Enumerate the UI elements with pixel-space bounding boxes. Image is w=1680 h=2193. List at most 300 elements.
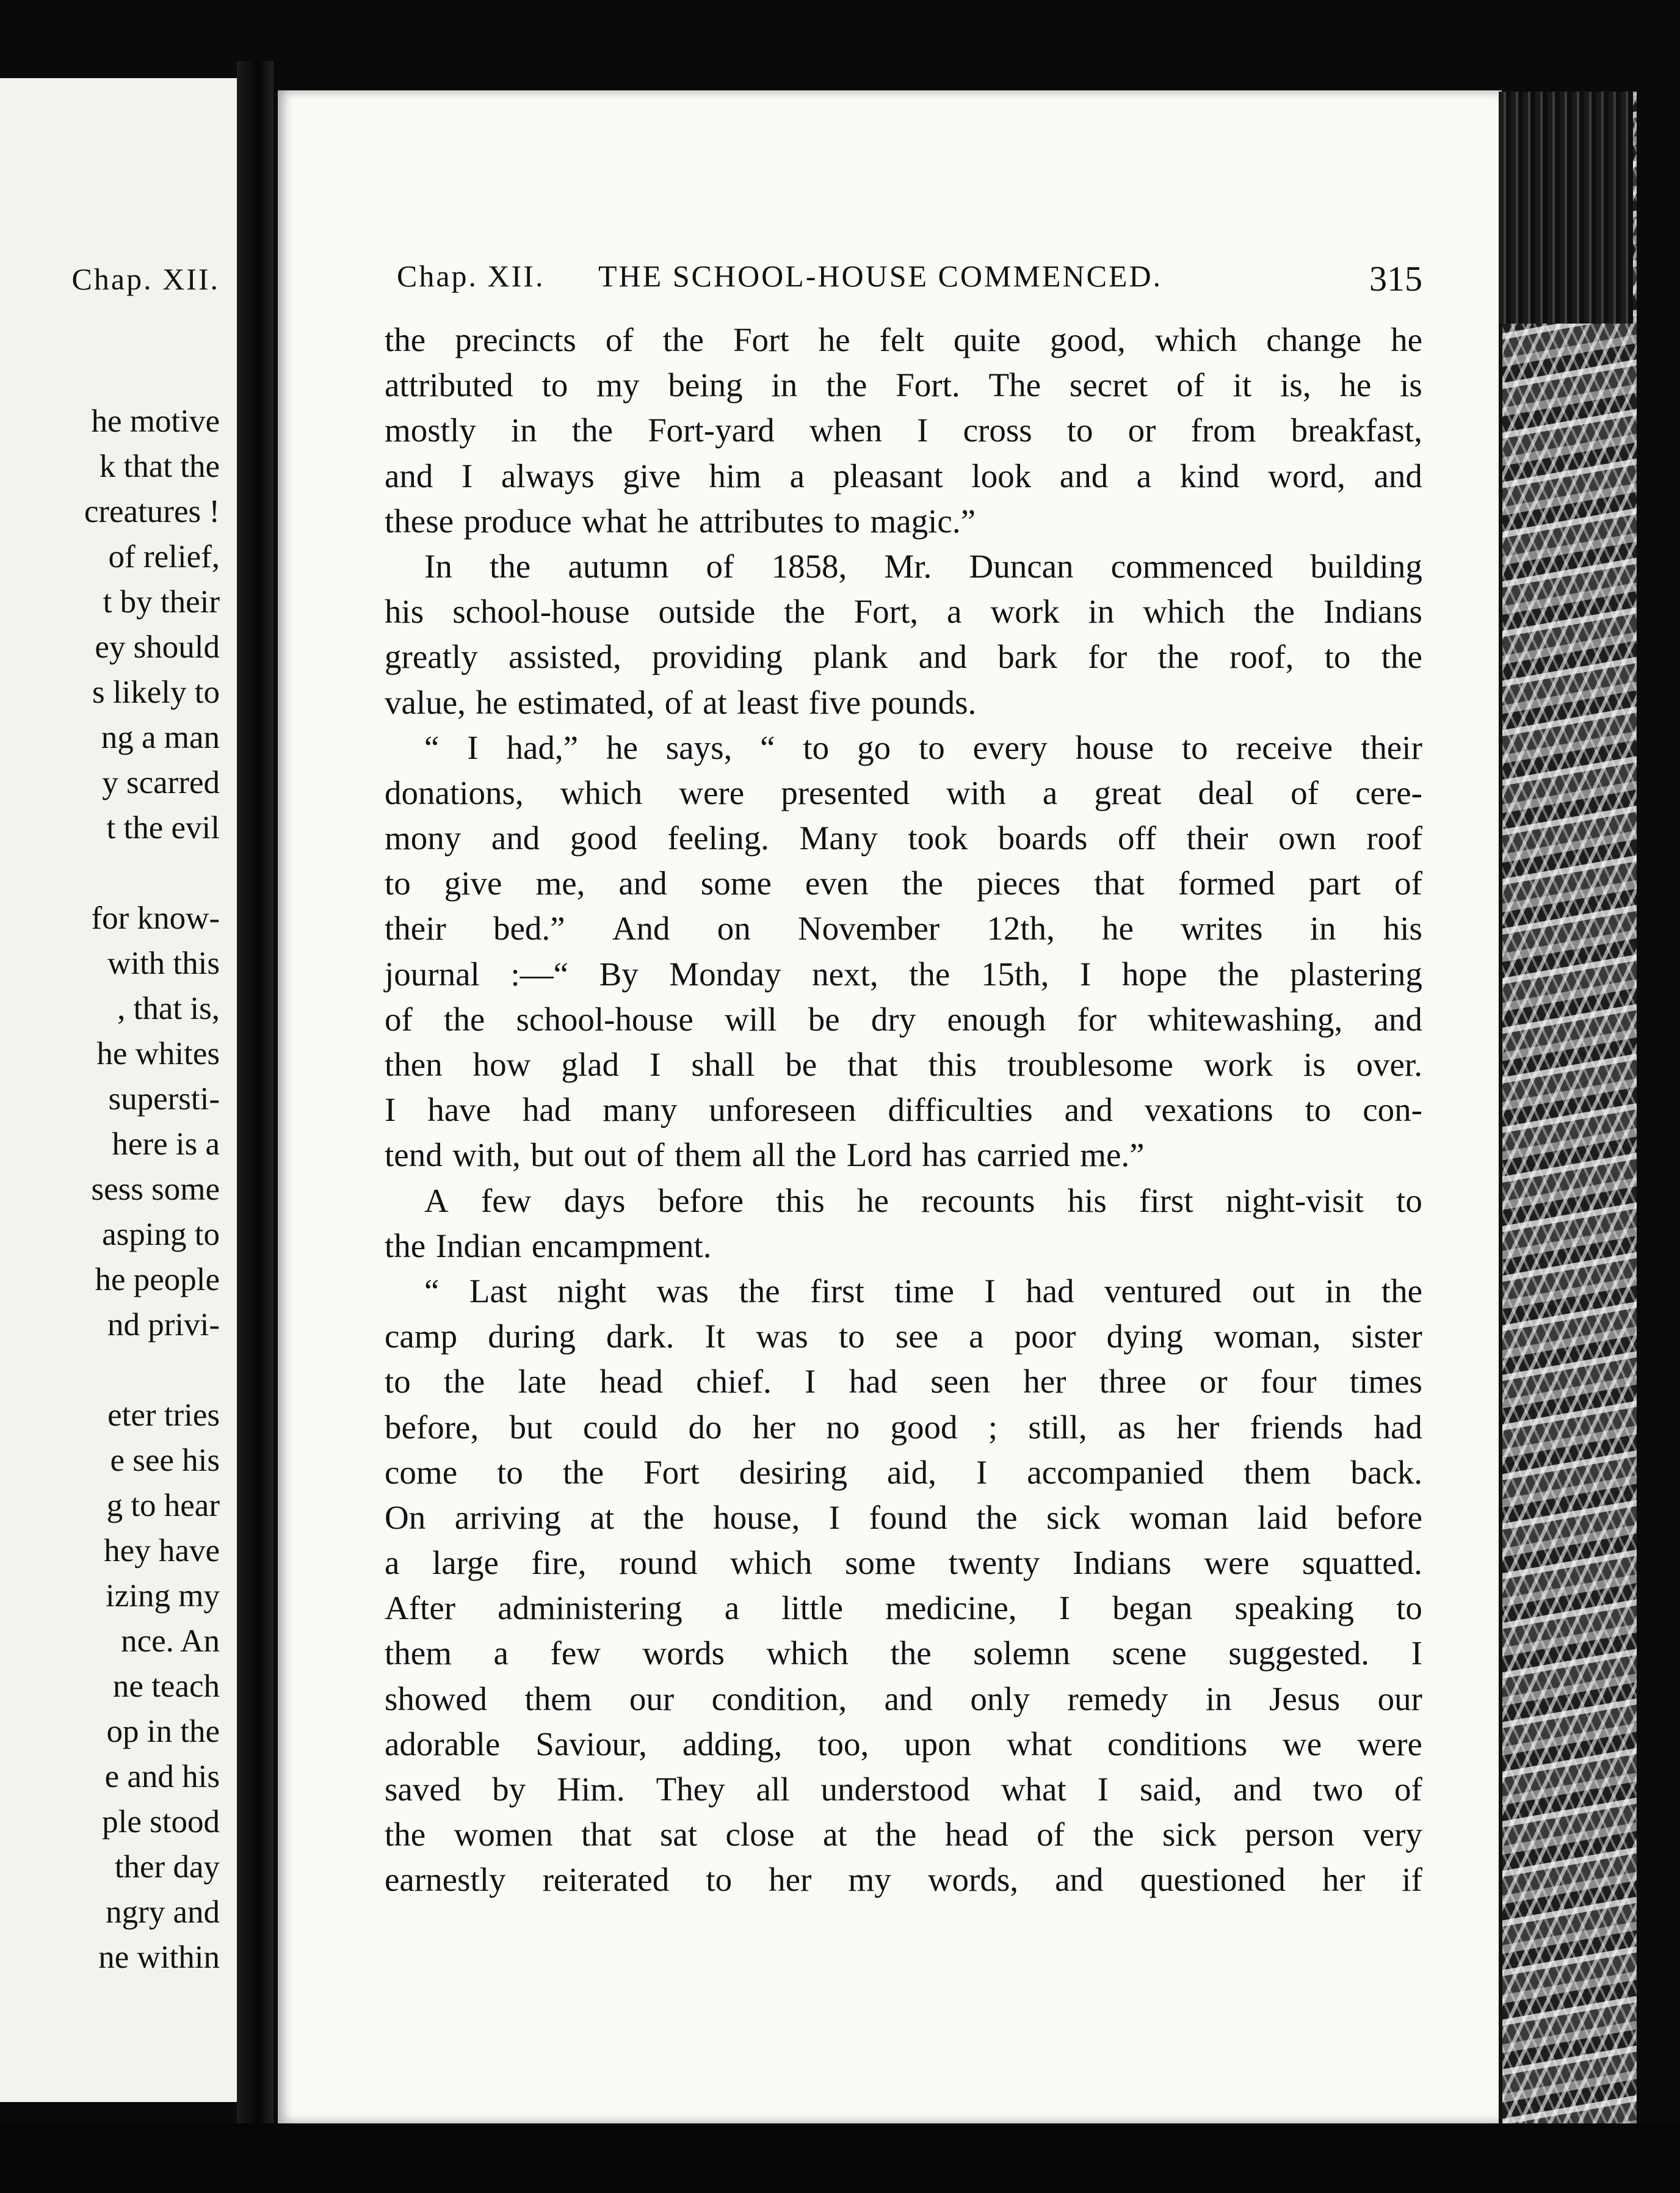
- word: a: [1136, 457, 1152, 495]
- word: November: [797, 910, 940, 948]
- word: of: [1394, 865, 1422, 902]
- word: we: [1283, 1725, 1322, 1763]
- word: woman,: [1214, 1318, 1321, 1355]
- left-page-line: sess some: [91, 1172, 220, 1207]
- word: very: [1363, 1816, 1422, 1854]
- word: had,”: [506, 728, 579, 766]
- word: be: [785, 1046, 817, 1083]
- text-line: [385, 1631, 1422, 1676]
- word: little: [781, 1589, 844, 1627]
- word: three: [1099, 1363, 1167, 1401]
- word: dry: [871, 1000, 916, 1038]
- text-line: [385, 408, 1422, 453]
- word: cross: [963, 411, 1032, 449]
- word: 15th,: [980, 955, 1049, 993]
- left-page-line: e see his: [110, 1443, 220, 1478]
- text-line: [385, 363, 1422, 408]
- word: and: [1055, 1861, 1104, 1899]
- word: by: [492, 1771, 526, 1808]
- word: will: [724, 1000, 777, 1038]
- body-text: [385, 317, 1422, 1903]
- left-page-line: he people: [95, 1262, 220, 1297]
- word: con-: [1363, 1091, 1422, 1129]
- word: work: [990, 593, 1060, 631]
- word: attributes: [699, 502, 824, 540]
- text-line: [385, 1042, 1422, 1087]
- text-line: [385, 952, 1422, 997]
- word: vexations: [1144, 1091, 1273, 1129]
- word: the: [643, 1498, 684, 1536]
- word: I: [1097, 1771, 1109, 1808]
- word: many: [603, 1091, 678, 1129]
- word: administering: [498, 1589, 682, 1627]
- word: as: [1117, 1408, 1146, 1446]
- word: the: [1253, 593, 1295, 631]
- word: the: [909, 955, 950, 993]
- word: enough: [947, 1000, 1046, 1038]
- word: to: [1181, 728, 1208, 766]
- word: I: [917, 411, 929, 449]
- word: troublesome: [1007, 1046, 1173, 1083]
- word: them: [1244, 1453, 1311, 1491]
- word: he: [856, 1181, 889, 1219]
- left-page-line: t the evil: [106, 810, 220, 846]
- word: speaking: [1234, 1589, 1355, 1627]
- word: which: [766, 1634, 849, 1672]
- left-running-head: Chap. XII.: [71, 262, 220, 296]
- word: come: [385, 1453, 458, 1491]
- word: a: [969, 1318, 984, 1355]
- text-line: [385, 1857, 1422, 1902]
- word: in: [1325, 1272, 1352, 1310]
- word: first: [1139, 1181, 1193, 1219]
- word: a: [493, 1634, 509, 1672]
- word: ventured: [1104, 1272, 1222, 1310]
- word: times: [1349, 1363, 1422, 1401]
- word: Fort.: [896, 366, 960, 404]
- word: and: [1374, 457, 1422, 495]
- word: with: [946, 774, 1006, 811]
- word: few: [480, 1181, 532, 1219]
- text-line: [385, 1495, 1422, 1540]
- word: but: [530, 1136, 574, 1174]
- word: the: [795, 1136, 837, 1174]
- text-line: [385, 770, 1422, 816]
- left-page-line: nce. An: [121, 1623, 220, 1659]
- chapter-label: Chap. XII.: [397, 259, 545, 293]
- word: our: [629, 1680, 675, 1717]
- word: whitewashing,: [1148, 1000, 1343, 1038]
- word: Lord: [846, 1136, 912, 1174]
- word: and: [1374, 1000, 1422, 1038]
- word: two: [1312, 1771, 1364, 1808]
- word: women: [454, 1816, 553, 1854]
- running-head: [397, 258, 1422, 307]
- word: in: [1088, 593, 1115, 631]
- text-line: [385, 1087, 1422, 1133]
- word: says,: [665, 728, 733, 766]
- text-line: [385, 589, 1422, 634]
- text-line: [385, 725, 1422, 770]
- word: arriving: [454, 1498, 561, 1536]
- word: value,: [385, 683, 466, 721]
- word: days: [563, 1181, 626, 1219]
- word: I: [1079, 955, 1092, 993]
- word: I: [984, 1272, 996, 1310]
- word: cere-: [1355, 774, 1422, 811]
- word: a: [385, 1544, 400, 1582]
- word: the: [1093, 1816, 1134, 1854]
- text-line: [385, 1223, 1422, 1269]
- word: at: [703, 683, 727, 721]
- word: the: [385, 1816, 426, 1854]
- word: late: [518, 1363, 567, 1401]
- word: They: [656, 1771, 725, 1808]
- word: I: [1411, 1634, 1422, 1672]
- word: I: [467, 728, 479, 766]
- left-page-line: e and his: [104, 1759, 220, 1794]
- word: the: [1381, 1272, 1422, 1310]
- word: woman: [1129, 1498, 1229, 1536]
- word: work: [1203, 1046, 1273, 1083]
- word: After: [385, 1589, 456, 1627]
- word: conditions: [1107, 1725, 1248, 1763]
- word: writes: [1181, 910, 1263, 948]
- word: upon: [904, 1725, 972, 1763]
- word: school-house: [452, 593, 630, 631]
- page-number: 315: [1369, 259, 1422, 299]
- word: dark.: [606, 1318, 675, 1355]
- word: is: [1303, 1046, 1326, 1083]
- word: Fort,: [853, 593, 919, 631]
- text-line: [385, 1722, 1422, 1767]
- word: Fort: [733, 321, 789, 358]
- word: It: [704, 1318, 726, 1355]
- word: condition,: [711, 1680, 847, 1717]
- word: the: [444, 1000, 485, 1038]
- word: medicine,: [885, 1589, 1017, 1627]
- word: them: [524, 1680, 592, 1717]
- word: of: [706, 547, 734, 585]
- word: mony: [385, 819, 462, 857]
- word: to: [1396, 1589, 1422, 1627]
- left-page-line: s likely to: [92, 675, 220, 710]
- word: squatted.: [1302, 1544, 1422, 1582]
- word: to: [1066, 411, 1093, 449]
- word: his: [385, 593, 424, 631]
- word: is,: [1280, 366, 1311, 404]
- word: then: [385, 1046, 443, 1083]
- word: their: [385, 910, 446, 948]
- word: I: [805, 1363, 816, 1401]
- text-line: [385, 1812, 1422, 1857]
- word: the: [571, 411, 613, 449]
- word: the: [1218, 955, 1259, 993]
- word: what: [1007, 1725, 1073, 1763]
- text-line: [385, 1359, 1422, 1404]
- word: friends: [1250, 1408, 1344, 1446]
- word: close: [725, 1816, 795, 1854]
- word: all: [751, 1136, 786, 1174]
- word: before: [1336, 1498, 1422, 1536]
- text-line: [385, 997, 1422, 1042]
- word: Monday: [669, 955, 781, 993]
- word: even: [805, 865, 869, 902]
- word: for: [1077, 1000, 1117, 1038]
- word: donations,: [385, 774, 524, 811]
- word: that: [1094, 865, 1145, 902]
- word: in: [1205, 1680, 1232, 1717]
- word: the: [902, 865, 943, 902]
- word: to: [1305, 1091, 1331, 1129]
- word: the: [444, 1363, 485, 1401]
- word: see: [895, 1318, 939, 1355]
- word: of: [1394, 1771, 1422, 1808]
- word: of: [1037, 1816, 1065, 1854]
- text-line: [385, 1450, 1422, 1495]
- word: he: [606, 728, 638, 766]
- word: secret: [1069, 366, 1148, 404]
- page-315: [278, 90, 1502, 2123]
- word: By: [599, 955, 639, 993]
- word: him: [709, 457, 762, 495]
- word: and: [884, 1680, 933, 1717]
- word: of: [605, 321, 634, 358]
- word: her: [1023, 1363, 1066, 1401]
- word: Saviour,: [535, 1725, 647, 1763]
- word: precincts: [455, 321, 576, 358]
- word: felt: [879, 321, 924, 358]
- word: it: [1233, 366, 1252, 404]
- marbled-fore-edge: [1499, 92, 1637, 2125]
- left-page-line: op in the: [106, 1714, 220, 1749]
- word: camp: [385, 1318, 458, 1355]
- word: to: [834, 502, 860, 540]
- word: was: [756, 1318, 808, 1355]
- left-page-line: ey should: [95, 629, 220, 665]
- word: to: [385, 865, 411, 902]
- word: chief.: [696, 1363, 772, 1401]
- word: greatly: [385, 638, 478, 676]
- word: is: [1400, 366, 1422, 404]
- word: pleasant: [833, 457, 943, 495]
- word: the: [1381, 638, 1422, 676]
- word: he: [476, 683, 508, 721]
- word: were: [1204, 1544, 1270, 1582]
- left-page-line: t by their: [103, 584, 220, 620]
- text-line: [385, 906, 1422, 951]
- word: In: [424, 547, 452, 585]
- word: bed.”: [493, 910, 565, 948]
- word: head: [599, 1363, 663, 1401]
- left-page-line: [84, 1347, 220, 1393]
- word: to: [541, 366, 568, 404]
- left-page-line: nd privi-: [107, 1307, 220, 1343]
- word: he: [1339, 366, 1372, 404]
- left-page-line: he whites: [96, 1036, 220, 1071]
- word: journal: [385, 955, 480, 993]
- word: adorable: [385, 1725, 501, 1763]
- word: building: [1310, 547, 1422, 585]
- word: remedy: [1067, 1680, 1168, 1717]
- word: aid,: [886, 1453, 936, 1491]
- left-page-line: k that the: [99, 449, 220, 484]
- word: out: [1251, 1272, 1295, 1310]
- word: the: [662, 321, 704, 358]
- word: what: [582, 502, 648, 540]
- word: solemn: [973, 1634, 1071, 1672]
- word: was: [656, 1272, 709, 1310]
- word: had: [1026, 1272, 1074, 1310]
- left-page-line: creatures !: [84, 494, 220, 529]
- word: quite: [953, 321, 1021, 358]
- word: first: [810, 1272, 864, 1310]
- word: only: [970, 1680, 1030, 1717]
- word: And: [612, 910, 670, 948]
- word: to: [803, 728, 830, 766]
- word: of: [1291, 774, 1319, 811]
- word: receive: [1236, 728, 1333, 766]
- word: me.”: [1080, 1136, 1145, 1174]
- text-line: [385, 861, 1422, 906]
- word: estimated,: [517, 683, 655, 721]
- word: he: [1102, 910, 1134, 948]
- word: Indians: [1323, 593, 1422, 631]
- word: four: [1260, 1363, 1317, 1401]
- word: how: [472, 1046, 531, 1083]
- fore-edge-shadow: [1499, 92, 1633, 324]
- word: to: [1396, 1181, 1422, 1219]
- word: showed: [385, 1680, 488, 1717]
- word: fire,: [531, 1544, 587, 1582]
- word: laid: [1257, 1498, 1308, 1536]
- word: next,: [812, 955, 878, 993]
- word: look: [971, 457, 1032, 495]
- word: roof,: [1229, 638, 1294, 676]
- word: Fort-yard: [648, 411, 775, 449]
- word: commenced: [1110, 547, 1273, 585]
- word: when: [809, 411, 883, 449]
- left-facing-page: [0, 78, 237, 2102]
- word: mostly: [385, 411, 476, 449]
- word: the: [875, 1816, 917, 1854]
- word: Many: [799, 819, 878, 857]
- word: he: [657, 502, 689, 540]
- left-page-line: ng a man: [101, 720, 220, 755]
- word: word,: [1268, 457, 1345, 495]
- left-page-line: hey have: [104, 1533, 220, 1568]
- word: the: [784, 593, 825, 631]
- word: person: [1245, 1816, 1334, 1854]
- word: night: [557, 1272, 627, 1310]
- text-line: [385, 1676, 1422, 1722]
- left-page-line: here is a: [112, 1126, 220, 1162]
- left-page-line: ne within: [98, 1940, 220, 1975]
- word: to: [385, 1363, 411, 1401]
- word: the: [385, 321, 426, 358]
- word: questioned: [1140, 1861, 1286, 1899]
- word: Mr.: [884, 547, 932, 585]
- text-line: [385, 1269, 1422, 1314]
- left-page-line: g to hear: [106, 1488, 220, 1523]
- word: my: [596, 366, 640, 404]
- text-line: [385, 1314, 1422, 1359]
- word: or: [1128, 411, 1156, 449]
- word: boards: [998, 819, 1088, 857]
- word: I: [650, 1046, 661, 1083]
- word: has: [922, 1136, 967, 1174]
- word: words: [642, 1634, 725, 1672]
- word: to: [918, 728, 945, 766]
- word: Indian: [435, 1227, 522, 1264]
- word: pieces: [976, 865, 1061, 902]
- word: which: [1154, 321, 1237, 358]
- word: could: [583, 1408, 658, 1446]
- left-page-line: ngry and: [106, 1894, 220, 1930]
- word: school-house: [516, 1000, 693, 1038]
- word: I: [976, 1453, 988, 1491]
- word: kind: [1179, 457, 1240, 495]
- word: were: [679, 774, 745, 811]
- left-page-line: eter tries: [107, 1397, 220, 1433]
- word: magic.”: [870, 502, 976, 540]
- word: I: [462, 457, 473, 495]
- word: began: [1112, 1589, 1193, 1627]
- word: five: [808, 683, 861, 721]
- text-line: [385, 544, 1422, 589]
- word: always: [501, 457, 595, 495]
- word: he: [1391, 321, 1422, 358]
- word: good: [890, 1408, 958, 1446]
- word: house,: [713, 1498, 800, 1536]
- word: 12th,: [987, 910, 1055, 948]
- text-line: [385, 317, 1422, 363]
- word: large: [432, 1544, 499, 1582]
- word: seen: [930, 1363, 990, 1401]
- word: our: [1377, 1680, 1422, 1717]
- word: suggested.: [1228, 1634, 1370, 1672]
- word: recounts: [921, 1181, 1035, 1219]
- word: this: [776, 1181, 825, 1219]
- word: produce: [463, 502, 572, 540]
- word: had: [1374, 1408, 1422, 1446]
- left-page-line: for know-: [91, 901, 220, 936]
- word: what: [1001, 1771, 1066, 1808]
- word: at: [590, 1498, 615, 1536]
- word: in: [1309, 910, 1336, 948]
- left-page-line: he motive: [91, 404, 220, 439]
- word: if: [1402, 1861, 1422, 1899]
- word: carried: [977, 1136, 1070, 1174]
- word: with,: [452, 1136, 521, 1174]
- word: to: [838, 1318, 865, 1355]
- word: ;: [988, 1408, 998, 1446]
- word: breakfast,: [1291, 411, 1422, 449]
- text-line: [385, 454, 1422, 499]
- left-page-line: izing my: [106, 1578, 220, 1614]
- word: and: [918, 638, 968, 676]
- word: change: [1266, 321, 1362, 358]
- word: to: [1324, 638, 1351, 676]
- word: plastering: [1289, 955, 1422, 993]
- word: which: [730, 1544, 813, 1582]
- word: of: [385, 1000, 413, 1038]
- text-line: [385, 1405, 1422, 1450]
- word: that: [581, 1816, 632, 1854]
- word: her: [1176, 1408, 1220, 1446]
- word: sat: [659, 1816, 698, 1854]
- word: feeling.: [667, 819, 769, 857]
